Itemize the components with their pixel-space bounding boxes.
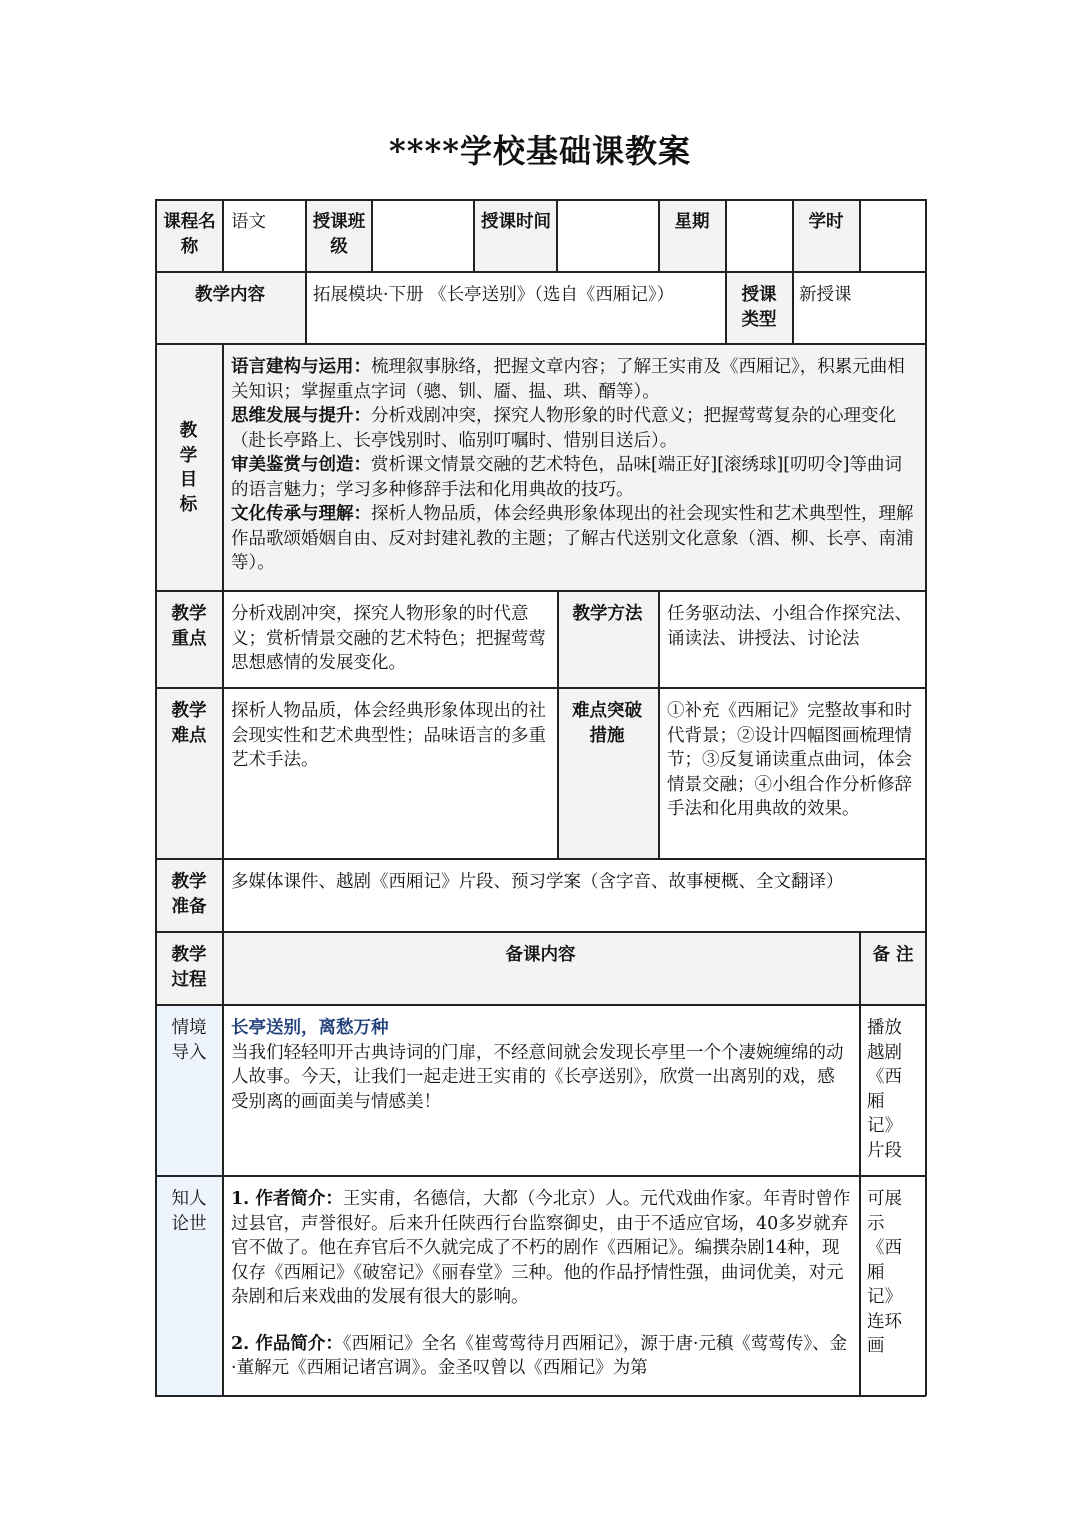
work-intro: 2. 作品简介：《西厢记》全名《崔莺莺待月西厢记》，源于唐·元稹《莺莺传》、金·董解元《西厢记诸宫调》。金圣叹曾以《西厢记》为第 bbox=[231, 1333, 848, 1378]
difficulties-value: 探析人物品质，体会经典形象体现出的社会现实性和艺术典型性；品味语言的多重艺术手法。 bbox=[231, 701, 546, 770]
step-intro-content bbox=[231, 1016, 851, 1114]
content-value: 拓展模块·下册 《长亭送别》（选自《西厢记》） bbox=[313, 285, 675, 305]
preparation-value: 多媒体课件、越剧《西厢记》片段、预习学案（含字音、故事梗概、全文翻译） bbox=[231, 872, 844, 892]
course-name-label: 课程名称 bbox=[163, 212, 216, 257]
objectives-list bbox=[231, 355, 919, 576]
objective-item: 思维发展与提升：分析戏剧冲突，探究人物形象的时代意义；把握莺莺复杂的心理变化（赴长亭路上、长亭饯别时、临别叮嘱时、惜别目送后）。 bbox=[231, 406, 896, 451]
page-title: ****学校基础课教案 bbox=[389, 132, 691, 170]
preparation-label: 教学准备 bbox=[171, 872, 207, 917]
step-background-note: 可展示《西厢记》连环画 bbox=[867, 1189, 902, 1356]
stage-intro: 情境导入 bbox=[171, 1018, 207, 1063]
hours-label: 学时 bbox=[808, 212, 844, 232]
content-label: 教学内容 bbox=[195, 285, 265, 305]
difficulties-label: 教学难点 bbox=[171, 701, 207, 746]
type-value: 新授课 bbox=[799, 285, 852, 305]
key-points-value: 分析戏剧冲突，探究人物形象的时代意义；赏析情景交融的艺术特色；把握莺莺思想感情的发展变化。 bbox=[231, 604, 546, 673]
objective-item: 审美鉴赏与创造：赏析课文情景交融的艺术特色，品味[端正好][滚绣球][叨叨令]等曲词的语言魅力；学习多种修辞手法和化用典故的技巧。 bbox=[231, 455, 902, 500]
step-text: 当我们轻轻叩开古典诗词的门扉，不经意间就会发现长亭里一个个凄婉缠绵的动人故事。今天，让我们一起走进王实甫的《长亭送别》，欣赏一出离别的戏，感受别离的画面美与情感美！ bbox=[231, 1042, 844, 1112]
objective-item: 语言建构与运用：梳理叙事脉络，把握文章内容；了解王实甫及《西厢记》，积累元曲相关知识；掌握重点字词（骢、钏、靥、揾、珙、醑等）。 bbox=[231, 357, 905, 402]
lesson-plan-table bbox=[155, 199, 926, 1396]
week-label: 星期 bbox=[674, 212, 710, 232]
class-label: 授课班级 bbox=[312, 212, 366, 257]
objective-item: 文化传承与理解：探析人物品质，体会经典形象体现出的社会现实性和艺术典型性，理解作品歌颂婚姻自由、反对封建礼教的主题；了解古代送别文化意象（酒、柳、长亭、南浦等）。 bbox=[231, 504, 914, 573]
step-intro-note: 播放越剧《西厢记》片段 bbox=[867, 1018, 902, 1161]
measure-value: ①补充《西厢记》完整故事和时代背景；②设计四幅图画梳理情节；③反复诵读重点曲词，体会情景交融；④小组合作分析修辞手法和化用典故的效果。 bbox=[667, 701, 912, 819]
stage-background: 知人论世 bbox=[171, 1189, 207, 1234]
author-intro: 1. 作者简介：王实甫，名德信，大都（今北京）人。元代戏曲作家。年青时曾作过县官，声誉很好。后来升任陕西行台监察御史，由于不适应官场，40多岁就弃官不做了。他在弃官后不久就完成了不朽的剧作《西厢记》。编撰杂剧14种，现仅存《西厢记》《破窑记》《丽春堂》三种。他的作品抒情性强，曲词优美，对元杂剧和后来戏曲的发展有很大的影响。 bbox=[231, 1189, 851, 1307]
course-name-value: 语文 bbox=[231, 212, 266, 232]
step-heading: 长亭送别，离愁万种 bbox=[231, 1018, 389, 1038]
measure-label: 难点突破措施 bbox=[572, 701, 642, 746]
process-label: 教学过程 bbox=[171, 945, 207, 990]
objectives-label: 教学目标 bbox=[179, 421, 198, 515]
content-header: 备课内容 bbox=[505, 945, 576, 965]
notes-header: 备 注 bbox=[872, 945, 914, 965]
time-label: 授课时间 bbox=[481, 212, 551, 232]
step-background-content bbox=[231, 1187, 851, 1392]
method-value: 任务驱动法、小组合作探究法、诵读法、讲授法、讨论法 bbox=[667, 604, 912, 649]
key-points-label: 教学重点 bbox=[171, 604, 207, 649]
type-label: 授课类型 bbox=[741, 285, 777, 330]
method-label: 教学方法 bbox=[572, 604, 643, 624]
